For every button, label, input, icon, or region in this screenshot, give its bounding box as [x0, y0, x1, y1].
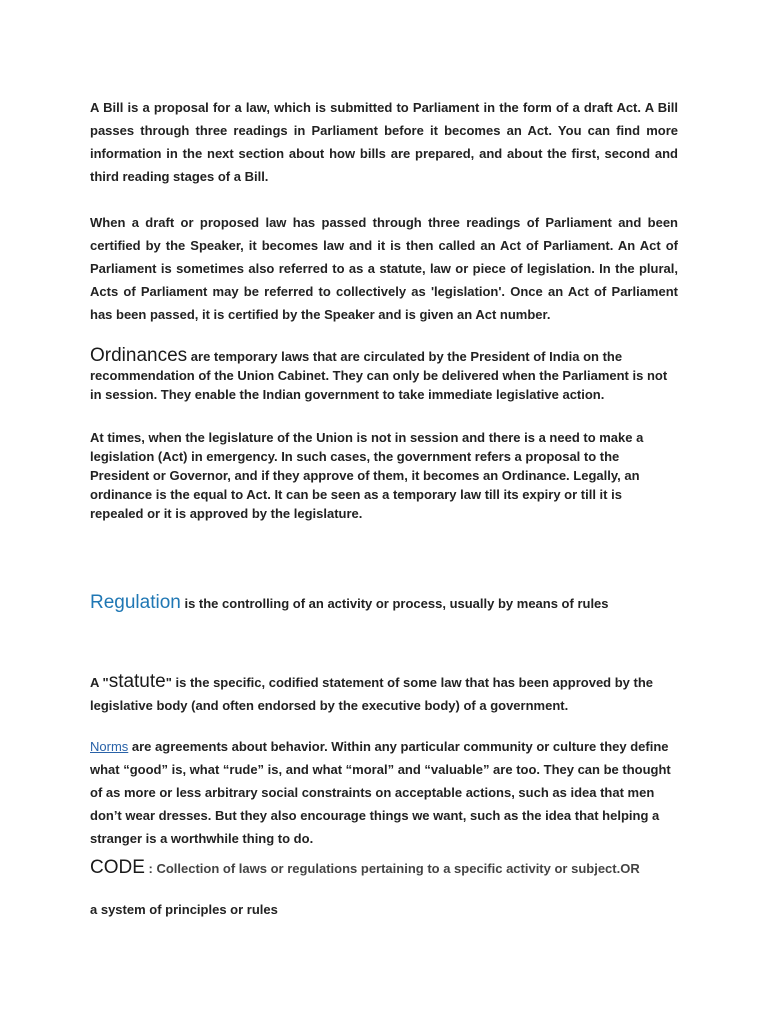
- norms-paragraph: [90, 735, 678, 850]
- code-paragraph: [90, 858, 678, 878]
- system-paragraph: a system of principles or rules: [90, 902, 278, 917]
- norms-link[interactable]: Norms: [90, 739, 129, 754]
- regulation-paragraph: [90, 593, 678, 613]
- ordinance-times-paragraph: At times, when the legislature of the Union is not in session and there is a need to make a legislation (Act) in emergency. In such cases, the government refers a proposal to the President or Governor, and if they approve of them, it becomes an Ordinance. Legally, an ordinance is the equal to Act. It can be seen as a temporary law till its expiry or till it is repealed or it is approved by the legislature.: [90, 430, 644, 521]
- statute-definition: " is the specific, codified statement of some law that has been approved by the legislative body (and often endorsed by the executive body) of a government.: [90, 675, 654, 713]
- statute-paragraph: [90, 670, 678, 717]
- regulation-definition: is the controlling of an activity or process, usually by means of rules: [180, 596, 609, 611]
- regulation-term: Regulation: [90, 592, 181, 613]
- statute-prefix: A ": [90, 675, 109, 690]
- norms-definition: are agreements about behavior. Within any particular community or culture they define what “good” is, what “rude” is, and what “moral” and “valuable” are too. They can be thought of as more or less arbitrary social constraints on acceptable actions, such as idea that men don’t wear dresses. But they also encourage things we want, such as the idea that helping a stranger is a worthwhile thing to do.: [90, 739, 671, 846]
- statute-term: statute: [108, 671, 166, 692]
- ordinances-term: Ordinances: [90, 345, 188, 366]
- ordinances-paragraph: [90, 346, 678, 404]
- code-definition: : Collection of laws or regulations pertaining to a specific activity or subject.OR: [144, 861, 640, 876]
- act-paragraph: When a draft or proposed law has passed through three readings of Parliament and been certified by the Speaker, it becomes law and it is then called an Act of Parliament. An Act of Parliament is sometimes also referred to as a statute, law or piece of legislation. In the plural, Acts of Parliament may be referred to collectively as 'legislation'. Once an Act of Parliament has been passed, it is certified by the Speaker and is given an Act number.: [90, 215, 678, 322]
- bill-paragraph: A Bill is a proposal for a law, which is submitted to Parliament in the form of a draft Act. A Bill passes through three readings in Parliament before it becomes an Act. You can find more information in the next section about how bills are prepared, and about the first, second and third reading stages of a Bill.: [90, 100, 678, 184]
- ordinances-definition: are temporary laws that are circulated by the President of India on the recommendation of the Union Cabinet. They can only be delivered when the Parliament is not in session. They enable the Indian government to take immediate legislative action.: [90, 349, 668, 402]
- code-term: CODE: [90, 857, 145, 878]
